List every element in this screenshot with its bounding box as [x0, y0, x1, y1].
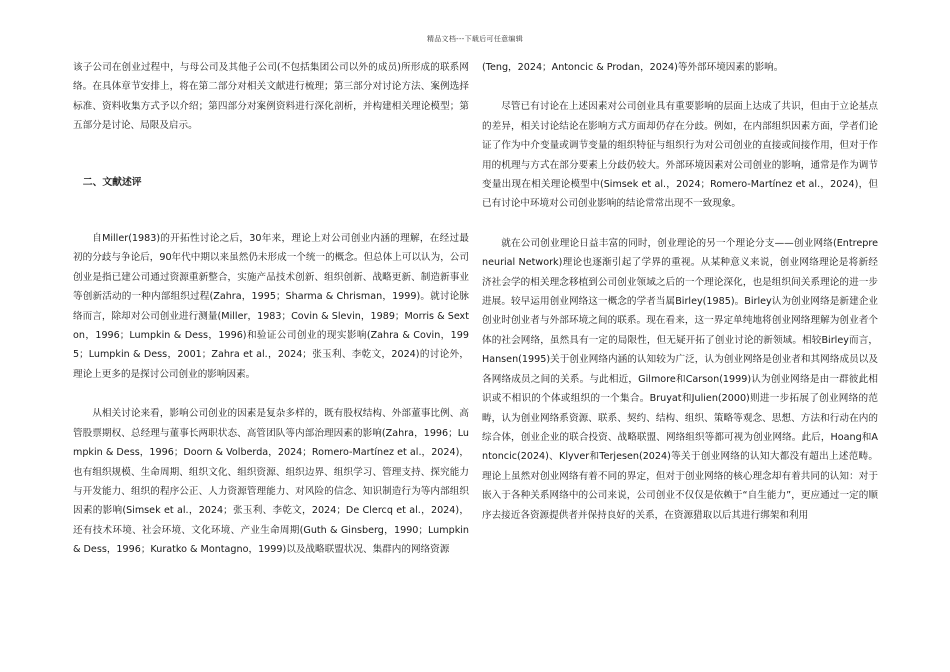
- right-column: [482, 58, 878, 525]
- body-paragraph-4: 就在公司创业理论日益丰富的同时，创业理论的另一个理论分支——创业网络(Entrepreneurial Network)理论也逐渐引起了学界的重视。从某种意义来说，创业网络理论是将新经济社会学的相关理念移植到公司创业领域之后的一个理论深化，也是组织间关系理论的进一步进展。较早运用创业网络这一概念的学者当属Birley(1985)。Birley认为创业网络是新建企业创业时创业者与外部环境之间的联系。现在看来，这一界定单纯地将创业网络理解为创业者个体的社会网络，虽然具有一定的局限性，但无疑开拓了创业讨论的新领域。相较Birley而言，Hansen(1995)关于创业网络内涵的认知较为广泛，认为创业网络是创业者和其网络成员以及各网络成员之间的关系。与此相近，Gilmore和Carson(1999)认为创业网络是由一群彼此相识或不相识的个体或组织的一个集合。Bruyat和Julien(2000)则进一步拓展了创业网络的范畴，认为创业网络系资源、联系、契约、结构、组织、策略等观念、思想、方法和行动在内的综合体，创业企业的联合投资、战略联盟、网络组织等都可视为创业网络。此后，Hoang和Antoncic(2024)、Klyver和Terjesen(2024)等关于创业网络的认知大都没有超出上述范畴。理论上虽然对创业网络有着不同的界定，但对于创业网络的核心理念却有着共同的认知：对于嵌入于各种关系网络中的公司来说，公司创业不仅仅是依赖于“自生能力”，更应通过一定的顺序去接近各资源提供者并保持良好的关系，在资源猎取以后其进行绑架和利用: [482, 237, 878, 521]
- intro-paragraph: 该子公司在创业过程中，与母公司及其他子公司(不包括集团公司以外的成员)所形成的联系网络。在具体章节安排上，将在第二部分对相关文献进行梳理；第三部分对讨论方法、案例选择标准、资料收集方式予以介绍；第四部分对案例资料进行深化剖析，并构建相关理论模型；第五部分是讨论、局限及启示。: [73, 62, 469, 132]
- body-paragraph-2: 从相关讨论来看，影响公司创业的因素是复杂多样的，既有股权结构、外部董事比例、高管股票期权、总经理与董事长两职状态、高管团队等内部治理因素的影响(Zahra，1996；Lumpkin & Dess，1996；Doorn & Volberda，2024；Romero-Martínez et al.，2024)，也有组织规模、生命周期、组织文化、组织资源、组织边界、组织学习、管理支持、探究能力与开发能力、组织的程序公正、人力资源管理能力、对风险的信念、知识制造行为等内部组织因素的影响(Simsek et al.，2024；张玉利、李乾文，2024；De Clercq et al.，2024)，还有技术环境、社会环境、文化环境、产业生命周期(Guth & Ginsberg，1990；Lumpkin & Dess，1996；Kuratko & Montagno，1999)以及战略联盟状况、集群内的网络资源: [73, 408, 469, 556]
- body-paragraph-3: 尽管已有讨论在上述因素对公司创业具有重要影响的层面上达成了共识，但由于立论基点的差异，相关讨论结论在影响方式方面却仍存在分歧。例如，在内部组织因素方面，学者们论证了作为中介变量或调节变量的组织特征与组织行为对公司创业的直接或间接作用，但对于作用的机理与方式在部分要素上分歧仍较大。外部环境因素对公司创业的影响，通常是作为调节变量出现在相关理论模型中(Simsek et al.，2024；Romero-Martínez et al.，2024)，但已有讨论中环境对公司创业影响的结论常常出现不一致现象。: [482, 101, 878, 210]
- body-paragraph-1: 自Miller(1983)的开拓性讨论之后，30年来，理论上对公司创业内涵的理解，在经过最初的分歧与争论后，90年代中期以来虽然仍未形成一个统一的概念。但总体上可以认为，公司创业是指已建公司通过资源重新整合，实施产品技术创新、组织创新、战略更新、制造新事业等创新活动的一种内部组织过程(Zahra，1995；Sharma & Chrisman，1999)。就讨论脉络而言，除却对公司创业进行测量(Miller，1983；Covin & Slevin，1989；Morris & Sexton，1996；Lumpkin & Dess，1996)和验证公司创业的现实影响(Zahra & Covin，1995；Lumpkin & Dess，2001；Zahra et al.，2024；张玉利、李乾文，2024)的讨论外，理论上更多的是探讨公司创业的影响因素。: [73, 233, 469, 380]
- page-header: 精品文档---下载后可任意编辑: [426, 35, 524, 43]
- section-heading: 二、文献述评: [82, 176, 142, 188]
- continuation-paragraph: (Teng，2024；Antoncic & Prodan，2024)等外部环境因素的影响。: [482, 62, 784, 73]
- left-column: [73, 58, 469, 560]
